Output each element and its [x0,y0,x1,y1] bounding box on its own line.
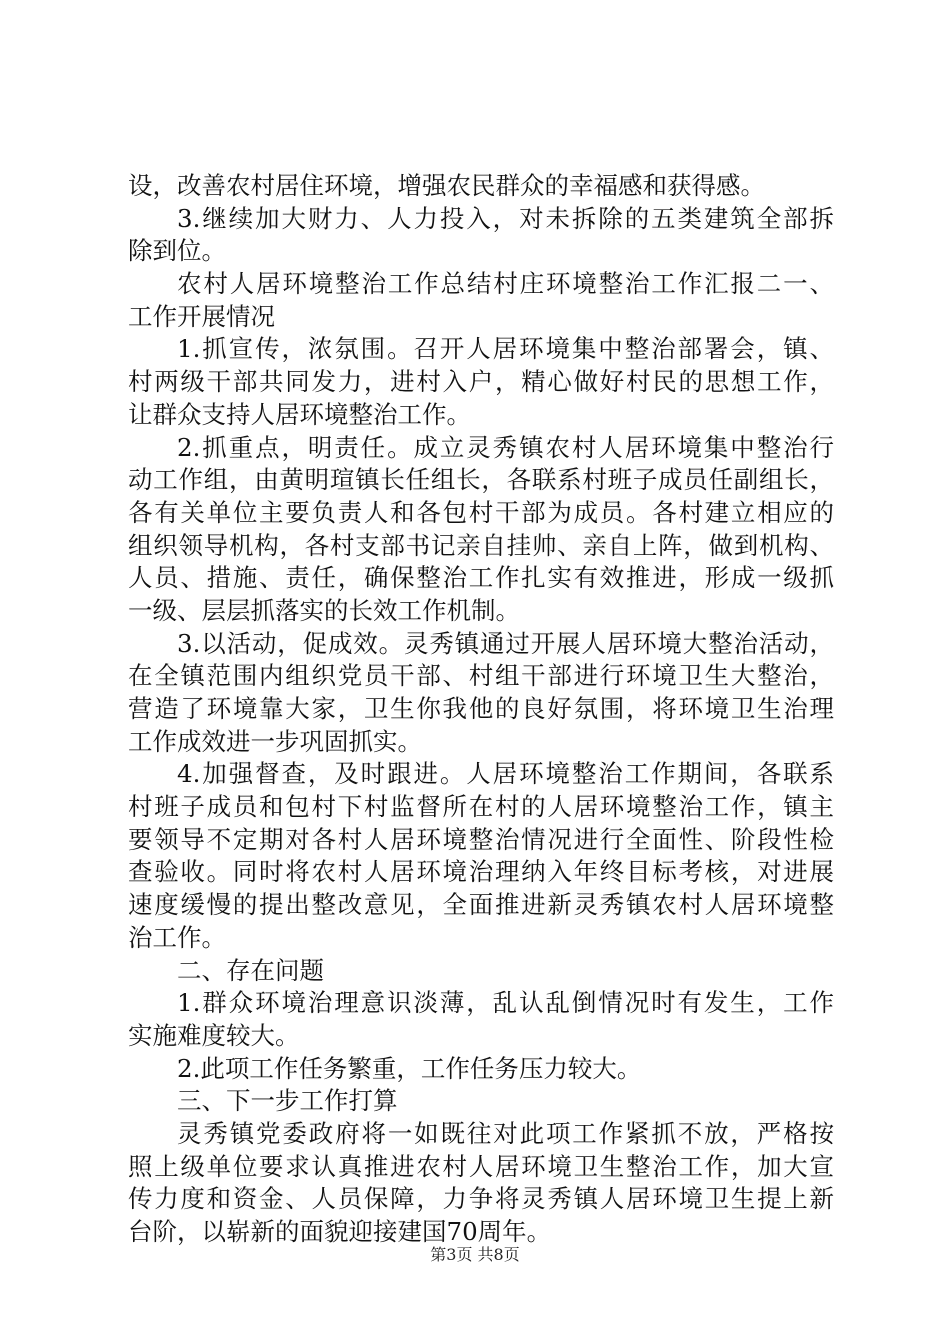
text-line: 工作成效进一步巩固抓实。 [128,726,422,756]
section-heading: 三、下一步工作打算 [177,1086,398,1116]
text-line: 2.抓重点，明责任。成立灵秀镇农村人居环境集中整治行 [177,432,834,462]
text-line: 农村人居环境整治工作总结村庄环境整治工作汇报二一、 [177,269,834,299]
page-number-footer: 第3页 共8页 [430,1245,520,1264]
text-line: 照上级单位要求认真推进农村人居环境卫生整治工作，加大宣 [128,1151,834,1181]
text-line: 除到位。 [128,236,226,266]
text-line: 各有关单位主要负责人和各包村干部为成员。各村建立相应的 [128,497,834,527]
text-line: 一级、层层抓落实的长效工作机制。 [128,595,520,625]
text-line: 1.群众环境治理意识淡薄，乱认乱倒情况时有发生，工作 [177,988,834,1018]
text-line: 实施难度较大。 [128,1020,300,1050]
text-line: 组织领导机构，各村支部书记亲自挂帅、亲自上阵，做到机构、 [128,530,834,560]
text-line: 动工作组，由黄明瑄镇长任组长，各联系村班子成员任副组长， [128,465,834,495]
text-line: 2.此项工作任务繁重，工作任务压力较大。 [177,1053,642,1083]
text-line: 台阶，以崭新的面貌迎接建国70周年。 [128,1217,552,1246]
text-line: 速度缓慢的提出整改意见，全面推进新灵秀镇农村人居环境整 [128,890,834,920]
text-line: 在全镇范围内组织党员干部、村组干部进行环境卫生大整治， [128,661,834,691]
text-line: 查验收。同时将农村人居环境治理纳入年终目标考核，对进展 [128,857,834,887]
text-line: 设，改善农村居住环境，增强农民群众的幸福感和获得感。 [128,171,765,200]
section-heading: 二、存在问题 [177,955,324,985]
text-line: 4.加强督查，及时跟进。人居环境整治工作期间，各联系 [177,759,834,789]
text-line: 3.以活动，促成效。灵秀镇通过开展人居环境大整治活动， [177,628,834,658]
text-line: 村两级干部共同发力，进村入户，精心做好村民的思想工作， [128,367,834,397]
text-line: 工作开展情况 [128,301,275,331]
document-body [128,170,834,1249]
text-line: 村班子成员和包村下村监督所在村的人居环境整治工作，镇主 [128,792,834,822]
text-line: 要领导不定期对各村人居环境整治情况进行全面性、阶段性检 [128,824,834,854]
text-line: 灵秀镇党委政府将一如既往对此项工作紧抓不放，严格按 [177,1118,834,1148]
text-line: 治工作。 [128,922,226,952]
text-line: 营造了环境靠大家，卫生你我他的良好氛围，将环境卫生治理 [128,694,834,723]
text-line: 让群众支持人居环境整治工作。 [128,399,471,429]
text-line: 传力度和资金、人员保障，力争将灵秀镇人居环境卫生提上新 [128,1184,834,1214]
text-line: 人员、措施、责任，确保整治工作扎实有效推进，形成一级抓 [128,563,834,593]
text-line: 1.抓宣传，浓氛围。召开人居环境集中整治部署会，镇、 [177,334,834,364]
text-line: 3.继续加大财力、人力投入，对未拆除的五类建筑全部拆 [177,203,834,233]
